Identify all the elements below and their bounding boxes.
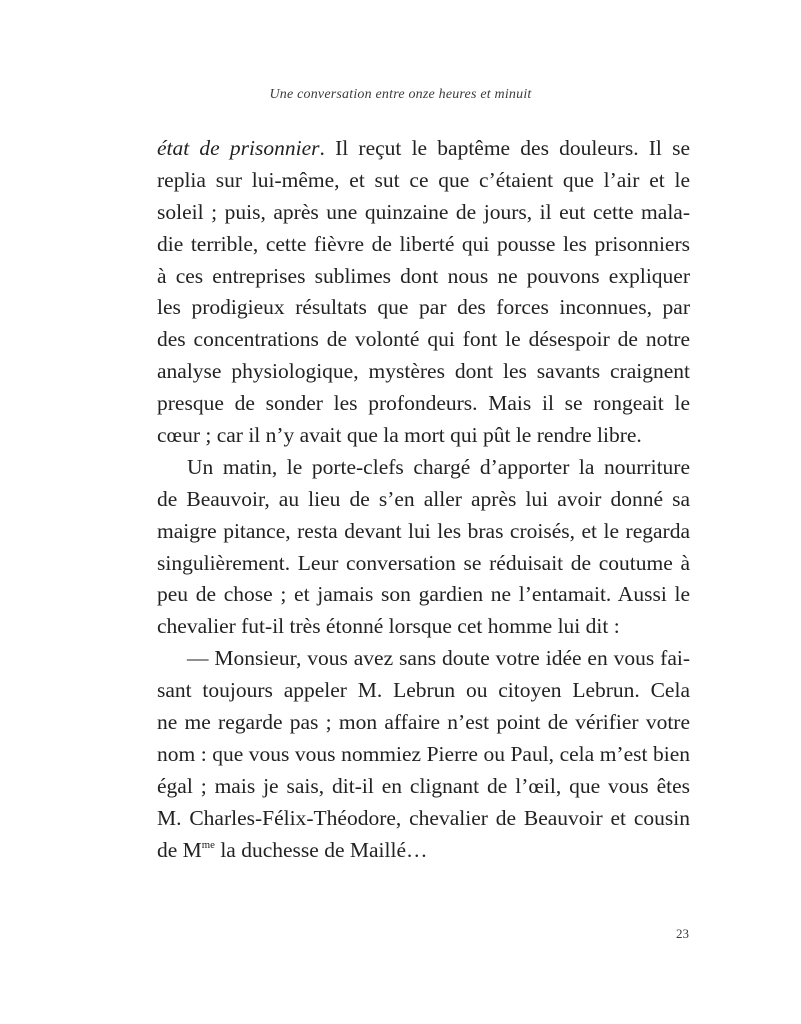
running-head: Une conversation entre onze heures et minuit [269, 87, 532, 102]
text-line: maigre pitance, resta devant lui les bras croisés, et le regarda [157, 518, 690, 543]
text-line: cœur ; car il n’y avait que la mort qui pût le rendre libre. [157, 423, 642, 448]
text-line: ne me regarde pas ; mon affaire n’est point de vérifier votre [157, 710, 690, 735]
text-line: singulièrement. Leur conversation se réduisait de coutume à [157, 550, 690, 575]
italic-phrase: état de prisonnier [157, 136, 320, 160]
text-line: peu de chose ; et jamais son gardien ne l’entamait. Aussi le [157, 582, 690, 607]
text-line: replia sur lui-même, et sut ce que c’étaient que l’air et le [157, 167, 690, 192]
text-line: nom : que vous vous nommiez Pierre ou Paul, cela m’est bien [157, 741, 690, 766]
text-line [157, 835, 690, 867]
text-line: soleil ; puis, après une quinzaine de jours, il eut cette mala- [157, 199, 690, 224]
text-line: les prodigieux résultats que par des forces inconnues, par [157, 295, 690, 320]
text-line: chevalier fut-il très étonné lorsque cet homme lui dit : [157, 614, 620, 639]
text-run: . Il reçut le baptême des douleurs. Il se [319, 136, 690, 160]
superscript: me [201, 838, 215, 851]
text-line: — Monsieur, vous avez sans doute votre idée en vous fai- [187, 646, 690, 671]
text-line: de Beauvoir, au lieu de s’en aller après lui avoir donné sa [157, 486, 690, 511]
text-line: égal ; mais je sais, dit-il en clignant de l’œil, que vous êtes [157, 773, 690, 798]
text-line [157, 133, 690, 165]
text-line: M. Charles-Félix-Théodore, chevalier de Beauvoir et cousin [157, 805, 690, 830]
text-line: à ces entreprises sublimes dont nous ne pouvons expliquer [157, 263, 690, 288]
body-text [157, 133, 690, 866]
text-line: presque de sonder les profondeurs. Mais il se rongeait le [157, 391, 690, 416]
text-line: die terrible, cette fièvre de liberté qui pousse les prisonniers [157, 231, 690, 256]
text-line: sant toujours appeler M. Lebrun ou citoyen Lebrun. Cela [157, 678, 690, 703]
text-run: de M [157, 837, 202, 862]
text-run: la duchesse de Maillé… [214, 837, 428, 862]
text-line: des concentrations de volonté qui font le désespoir de notre [157, 327, 690, 352]
text-line: analyse physiologique, mystères dont les savants craignent [157, 359, 690, 384]
text-line: Un matin, le porte-clefs chargé d’apporter la nourriture [187, 454, 690, 479]
page-number: 23 [676, 926, 689, 941]
